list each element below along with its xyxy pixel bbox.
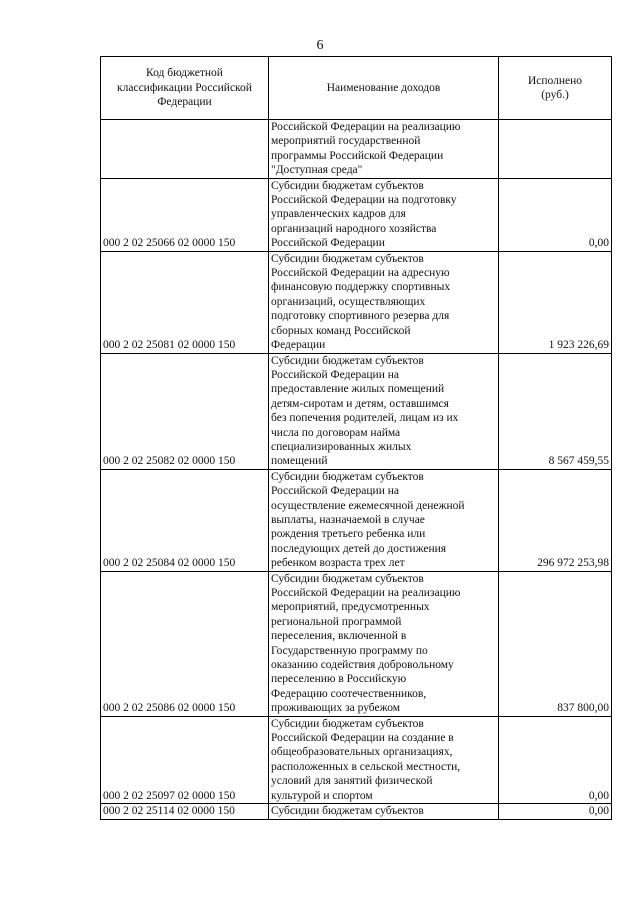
revenue-name-line: числа по договорам найма xyxy=(271,426,401,439)
revenue-name-line: предоставление жилых помещений xyxy=(271,383,445,396)
table-row xyxy=(101,716,612,803)
header-code: Код бюджетной классификации Российской Федерации xyxy=(101,57,269,120)
revenue-name-line: организаций народного хозяйства xyxy=(271,222,437,235)
table-row xyxy=(101,120,612,179)
revenue-name-line: Субсидии бюджетам субъектов xyxy=(271,717,424,730)
revenue-name-line: Российской Федерации на подготовку xyxy=(271,194,457,207)
revenue-name-line: помещений xyxy=(271,455,328,468)
amount-cell: 296 972 253,98 xyxy=(499,469,612,571)
amount-cell: 0,00 xyxy=(499,178,612,251)
revenue-name-line: оказанию содействия добровольному xyxy=(271,659,454,672)
revenue-name-cell xyxy=(269,469,499,571)
revenue-name-line: Субсидии бюджетам субъектов xyxy=(271,354,424,367)
revenue-name-line: расположенных в сельской местности, xyxy=(271,760,461,773)
revenue-name-line: без попечения родителей, лицам из их xyxy=(271,412,459,425)
revenue-name-line: Российской Федерации на xyxy=(271,368,399,381)
amount-cell: 0,00 xyxy=(499,804,612,819)
revenue-name-line: управленческих кадров для xyxy=(271,208,406,221)
revenue-name-line: Российской Федерации на xyxy=(271,485,399,498)
budget-code-cell: 000 2 02 25114 02 0000 150 xyxy=(101,804,269,819)
revenue-name-line: Федерацию соотечественников, xyxy=(271,687,427,700)
page-number: 6 xyxy=(316,38,324,53)
revenue-name-line: переселению в Российскую xyxy=(271,673,407,686)
revenue-name-cell xyxy=(269,353,499,469)
revenue-name-line: Российской Федерации на реализацию xyxy=(271,121,461,133)
revenue-table xyxy=(100,56,612,820)
revenue-name-line: "Доступная среда" xyxy=(271,164,363,177)
budget-code-cell: 000 2 02 25097 02 0000 150 xyxy=(101,716,269,803)
revenue-name-line: Российской Федерации на реализацию xyxy=(271,587,461,599)
revenue-name-line: осуществление ежемесячной денежной xyxy=(271,499,465,512)
revenue-name-line: Субсидии бюджетам субъектов xyxy=(271,572,424,585)
table-row xyxy=(101,353,612,469)
amount-cell: 837 800,00 xyxy=(499,571,612,716)
table-row xyxy=(101,571,612,716)
budget-code-cell: 000 2 02 25081 02 0000 150 xyxy=(101,251,269,353)
revenue-name-cell xyxy=(269,571,499,716)
revenue-name-line: Субсидии бюджетам субъектов xyxy=(271,805,424,818)
table-header-row xyxy=(101,57,612,120)
revenue-name-line: Субсидии бюджетам субъектов xyxy=(271,470,424,483)
budget-code-cell: 000 2 02 25084 02 0000 150 xyxy=(101,469,269,571)
revenue-name-line: Российской Федерации xyxy=(271,237,385,250)
revenue-name-line: организаций, осуществляющих xyxy=(271,295,426,308)
revenue-name-line: сборных команд Российской xyxy=(271,324,411,337)
revenue-name-line: последующих детей до достижения xyxy=(271,542,447,555)
revenue-name-line: финансовую поддержку спортивных xyxy=(271,281,451,294)
table-row xyxy=(101,804,612,819)
revenue-name-line: мероприятий, предусмотренных xyxy=(271,601,430,614)
table-row xyxy=(101,251,612,353)
revenue-name-line: переселения, включенной в xyxy=(271,630,407,643)
revenue-name-line: Федерации xyxy=(271,339,326,352)
amount-cell: 8 567 459,55 xyxy=(499,353,612,469)
header-name: Наименование доходов xyxy=(269,57,499,120)
amount-cell xyxy=(499,120,612,179)
revenue-name-cell xyxy=(269,120,499,179)
revenue-name-line: Государственную программу по xyxy=(271,644,428,657)
revenue-name-cell xyxy=(269,716,499,803)
revenue-name-line: Российской Федерации на создание в xyxy=(271,732,454,745)
table-row xyxy=(101,178,612,251)
amount-cell: 1 923 226,69 xyxy=(499,251,612,353)
budget-code-cell: 000 2 02 25082 02 0000 150 xyxy=(101,353,269,469)
budget-code-cell: 000 2 02 25066 02 0000 150 xyxy=(101,178,269,251)
revenue-name-line: рождения третьего ребенка или xyxy=(271,528,426,541)
revenue-name-cell xyxy=(269,178,499,251)
revenue-name-line: специализированных жилых xyxy=(271,440,412,453)
revenue-name-line: детям-сиротам и детям, оставшимся xyxy=(271,397,449,410)
revenue-name-line: мероприятий государственной xyxy=(271,135,421,148)
revenue-name-cell xyxy=(269,251,499,353)
revenue-name-line: выплаты, назначаемой в случае xyxy=(271,513,425,526)
revenue-name-line: Субсидии бюджетам субъектов xyxy=(271,179,424,192)
header-amount: Исполнено (руб.) xyxy=(499,57,612,120)
revenue-name-line: условий для занятий физической xyxy=(271,775,433,788)
revenue-name-line: ребенком возраста трех лет xyxy=(271,557,405,570)
revenue-name-line: культурой и спортом xyxy=(271,789,373,802)
revenue-name-line: региональной программой xyxy=(271,615,402,628)
revenue-name-line: подготовку спортивного резерва для xyxy=(271,310,450,323)
revenue-name-line: проживающих за рубежом xyxy=(271,702,401,715)
revenue-name-line: общеобразовательных организациях, xyxy=(271,746,453,759)
amount-cell: 0,00 xyxy=(499,716,612,803)
revenue-name-cell xyxy=(269,804,499,819)
revenue-name-line: Субсидии бюджетам субъектов xyxy=(271,252,424,265)
table-row xyxy=(101,469,612,571)
revenue-name-line: программы Российской Федерации xyxy=(271,149,444,162)
budget-code-cell: 000 2 02 25086 02 0000 150 xyxy=(101,571,269,716)
revenue-name-line: Российской Федерации на адресную xyxy=(271,267,450,280)
budget-code-cell xyxy=(101,120,269,179)
